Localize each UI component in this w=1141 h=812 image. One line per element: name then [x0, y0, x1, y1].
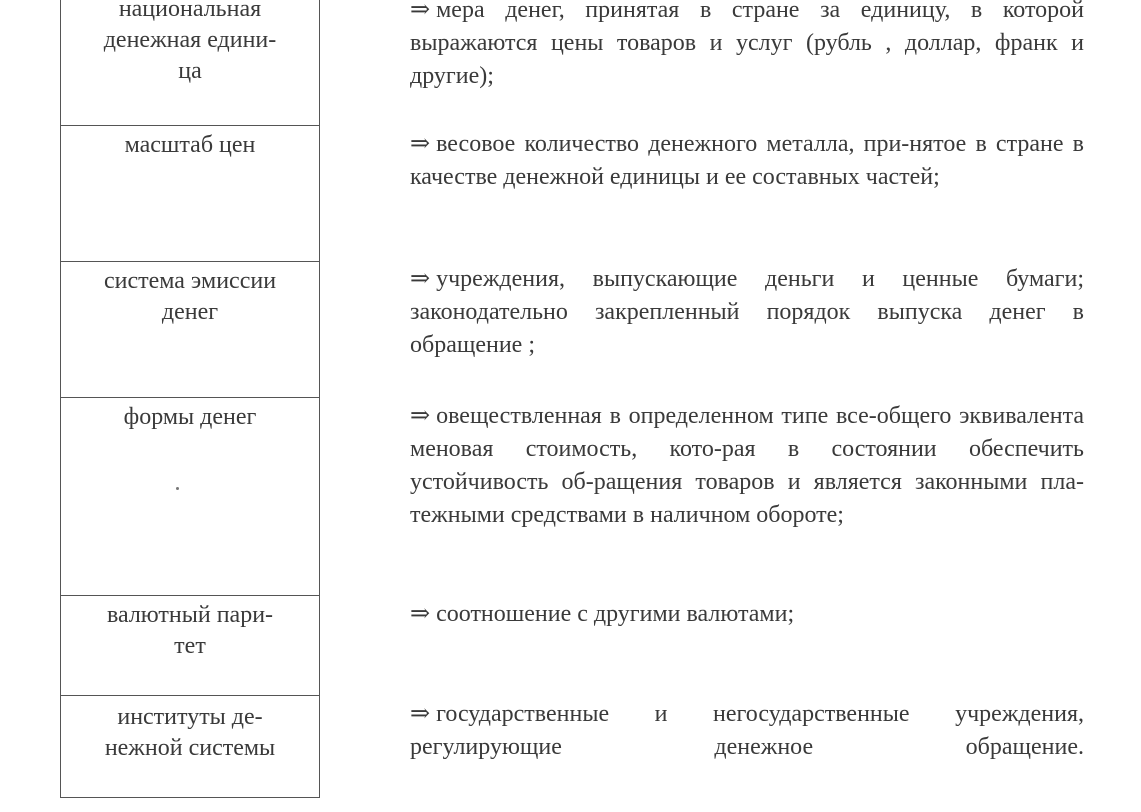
term-text: национальная денежная едини- ца — [103, 0, 277, 84]
arrow-icon: ⇒ — [410, 131, 431, 157]
term-text: институты де- нежной системы — [104, 704, 276, 761]
definition-block — [410, 598, 1084, 631]
definition-block — [410, 698, 1084, 764]
term-cell — [61, 126, 319, 262]
arrow-icon: ⇒ — [410, 0, 431, 23]
term-cell — [61, 0, 319, 126]
definition-text: соотношение с другими валютами; — [436, 601, 795, 627]
term-text: система эмиссии денег — [103, 268, 277, 325]
term-text: масштаб цен — [124, 132, 256, 158]
arrow-icon: ⇒ — [410, 601, 431, 627]
definition-block — [410, 128, 1084, 194]
term-cell — [61, 398, 319, 596]
arrow-icon: ⇒ — [410, 403, 431, 429]
definition-block — [410, 263, 1084, 362]
print-speck — [176, 487, 179, 490]
arrow-icon: ⇒ — [410, 701, 431, 727]
definition-text: весовое количество денежного металла, при-нятое в стране в качестве денежной единицы и ее составных частей; — [410, 131, 1084, 190]
term-text: формы денег — [123, 404, 257, 430]
arrow-icon: ⇒ — [410, 266, 431, 292]
definition-text: учреждения, выпускающие деньги и ценные бумаги; законодательно закрепленный порядок выпуска денег в обращение ; — [410, 266, 1084, 358]
definition-text: мера денег, принятая в стране за единицу, в которой выражаются цены товаров и услуг (рубль , доллар, франк и другие); — [410, 0, 1084, 89]
definition-block — [410, 0, 1084, 93]
definition-text: овеществленная в определенном типе все-общего эквивалента меновая стоимость, кото-рая в состоянии обеспечить устойчивость об-ращения товаров и является законными пла-тежными средствами в наличном обороте; — [410, 403, 1084, 528]
term-cell — [61, 696, 319, 798]
term-cell — [61, 596, 319, 696]
terms-column — [60, 0, 320, 798]
term-cell — [61, 262, 319, 398]
definition-text: государственные и негосударственные учреждения, регулирующие денежное обращение. — [410, 701, 1084, 760]
term-text: валютный пари- тет — [106, 602, 274, 659]
definition-block — [410, 400, 1084, 532]
